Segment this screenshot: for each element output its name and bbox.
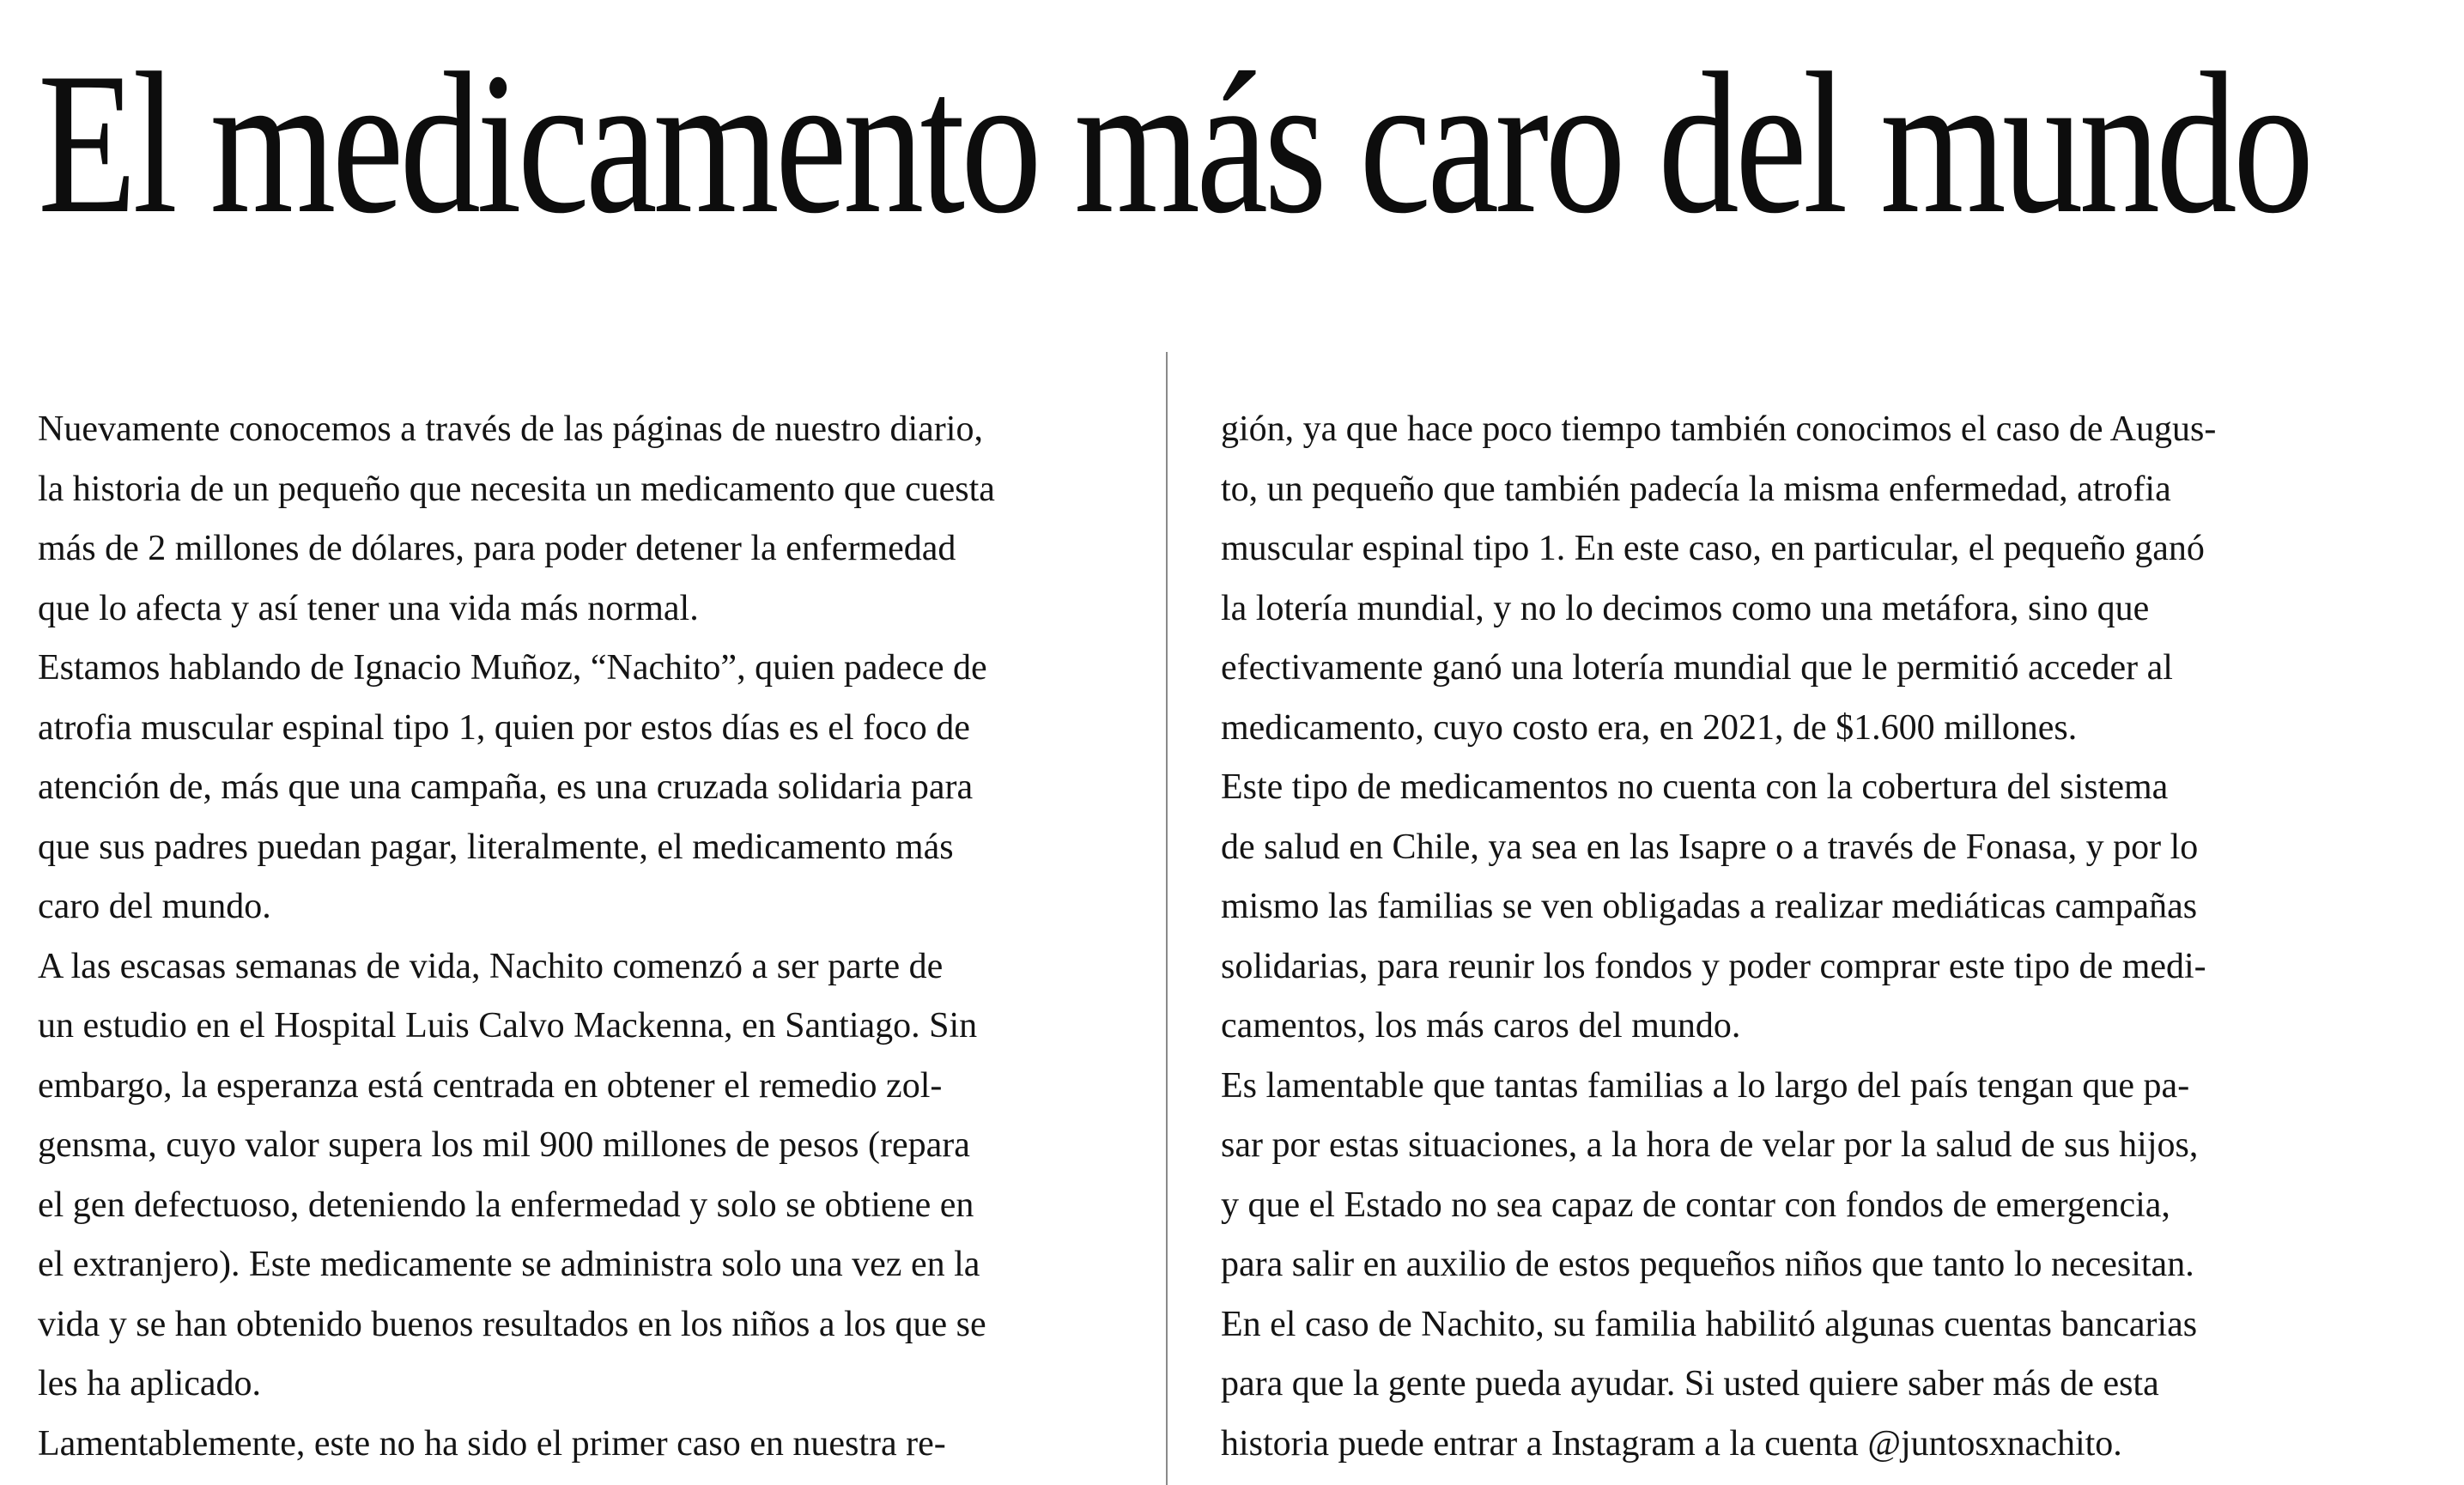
- text-line: caro del mundo.: [38, 887, 271, 926]
- left-column: [38, 400, 1145, 1474]
- text-line: les ha aplicado.: [38, 1364, 262, 1403]
- text-line: vida y se han obtenido buenos resultados en los niños a los que se: [38, 1304, 986, 1344]
- text-line: un estudio en el Hospital Luis Calvo Mackenna, en Santiago. Sin: [38, 1006, 978, 1046]
- text-line: gensma, cuyo valor supera los mil 900 millones de pesos (repara: [38, 1125, 970, 1165]
- text-line: gión, ya que hace poco tiempo también conocimos el caso de Augus-: [1221, 409, 2217, 449]
- text-line: muscular espinal tipo 1. En este caso, en particular, el pequeño ganó: [1221, 529, 2205, 568]
- text-line: mismo las familias se ven obligadas a realizar mediáticas campañas: [1221, 887, 2198, 926]
- text-line: historia puede entrar a Instagram a la cuenta @juntosxnachito.: [1221, 1423, 2122, 1464]
- text-line: el extranjero). Este medicamente se administra solo una vez en la: [38, 1245, 980, 1284]
- text-line: más de 2 millones de dólares, para poder detener la enfermedad: [38, 529, 956, 568]
- text-line: que sus padres puedan pagar, literalmente, el medicamento más: [38, 827, 954, 867]
- text-line: Es lamentable que tantas familias a lo largo del país tengan que pa-: [1221, 1065, 2190, 1106]
- text-line: sar por estas situaciones, a la hora de velar por la salud de sus hijos,: [1221, 1125, 2199, 1165]
- text-line: solidarias, para reunir los fondos y poder comprar este tipo de medi-: [1221, 946, 2206, 986]
- text-line: Nuevamente conocemos a través de las páginas de nuestro diario,: [38, 409, 983, 449]
- text-line: En el caso de Nachito, su familia habilitó algunas cuentas bancarias: [1221, 1304, 2198, 1344]
- text-line: Estamos hablando de Ignacio Muñoz, “Nachito”, quien padece de: [38, 648, 987, 688]
- text-line: la historia de un pequeño que necesita un medicamento que cuesta: [38, 469, 995, 509]
- article-headline: El medicamento más caro del mundo: [38, 32, 2310, 256]
- text-line: la lotería mundial, y no lo decimos como una metáfora, sino que: [1221, 588, 2150, 628]
- text-line: para que la gente pueda ayudar. Si usted quiere saber más de esta: [1221, 1364, 2159, 1403]
- text-line: camentos, los más caros del mundo.: [1221, 1006, 1741, 1046]
- text-line: Este tipo de medicamentos no cuenta con la cobertura del sistema: [1221, 767, 2169, 807]
- right-column: [1221, 400, 2337, 1474]
- text-line: medicamento, cuyo costo era, en 2021, de $1.600 millones.: [1221, 707, 2078, 748]
- text-line: efectivamente ganó una lotería mundial que le permitió acceder al: [1221, 648, 2173, 688]
- text-line: Lamentablemente, este no ha sido el primer caso en nuestra re-: [38, 1423, 946, 1464]
- text-line: atención de, más que una campaña, es una cruzada solidaria para: [38, 767, 974, 807]
- text-line: A las escasas semanas de vida, Nachito comenzó a ser parte de: [38, 946, 944, 986]
- text-line: atrofia muscular espinal tipo 1, quien por estos días es el foco de: [38, 707, 970, 748]
- text-line: para salir en auxilio de estos pequeños niños que tanto lo necesitan.: [1221, 1245, 2194, 1284]
- text-line: de salud en Chile, ya sea en las Isapre o a través de Fonasa, y por lo: [1221, 827, 2199, 867]
- text-line: embargo, la esperanza está centrada en obtener el remedio zol-: [38, 1065, 943, 1106]
- text-line: y que el Estado no sea capaz de contar con fondos de emergencia,: [1221, 1185, 2170, 1225]
- text-line: el gen defectuoso, deteniendo la enfermedad y solo se obtiene en: [38, 1185, 974, 1225]
- column-divider: [1166, 352, 1168, 1485]
- text-line: to, un pequeño que también padecía la misma enfermedad, atrofia: [1221, 469, 2171, 509]
- text-line: que lo afecta y así tener una vida más normal.: [38, 588, 699, 628]
